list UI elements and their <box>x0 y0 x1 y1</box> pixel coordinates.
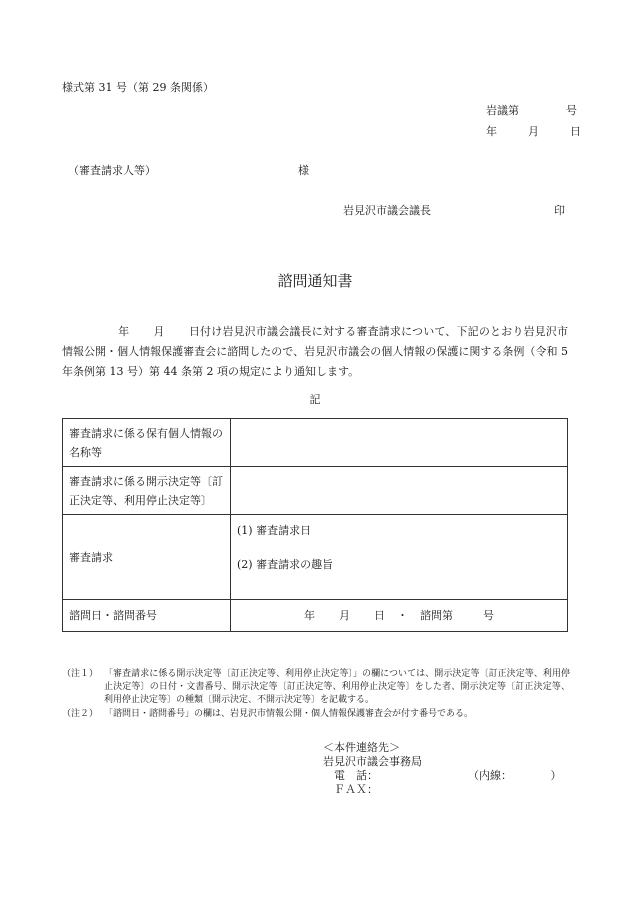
contact-block <box>323 741 562 797</box>
table-row <box>63 600 568 632</box>
ref-suffix: 号 <box>566 104 577 117</box>
decision-label: 審査請求に係る開示決定等〔訂正決定等、利用停止決定等〕 <box>63 467 231 515</box>
seal-mark: 印 <box>554 204 565 217</box>
date-year: 年 <box>486 125 497 138</box>
reference-number <box>486 103 577 118</box>
table-row <box>63 419 568 467</box>
details-table <box>62 418 568 632</box>
addressee-honorific: 様 <box>298 164 309 177</box>
inquiry-month: 月 <box>339 609 350 622</box>
tel-label: 電 話： <box>334 769 378 782</box>
inquiry-year: 年 <box>304 609 315 622</box>
inquiry-no-prefix: 諮問第 <box>420 609 453 622</box>
info-name-value <box>231 419 568 467</box>
note-2-tag: （注２） <box>62 709 99 719</box>
sender-name: 岩見沢市議会議長 <box>343 204 431 217</box>
table-row <box>63 515 568 600</box>
inquiry-date-label: 諮問日・諮問番号 <box>63 600 231 632</box>
note-2 <box>62 708 570 721</box>
ref-prefix: 岩議第 <box>486 104 519 117</box>
inquiry-day: 日 <box>374 609 385 622</box>
body-month: 月 <box>153 325 165 338</box>
contact-heading: ＜本件連絡先＞ <box>323 741 400 754</box>
inquiry-no-suffix: 号 <box>483 609 494 622</box>
inquiry-date-value <box>231 600 568 632</box>
date-day: 日 <box>570 125 581 138</box>
fax-label: ＦＡＸ： <box>334 783 378 796</box>
body-year: 年 <box>118 325 130 338</box>
contact-fax <box>323 783 562 797</box>
table-row <box>63 467 568 515</box>
request-date-item: (1) 審査請求日 <box>237 524 312 537</box>
addressee-label: （審査請求人等） <box>68 164 156 177</box>
issue-date <box>486 124 581 139</box>
note-1 <box>62 668 570 707</box>
form-number: 様式第 31 号（第 29 条関係） <box>62 81 214 94</box>
request-purpose-item: (2) 審査請求の趣旨 <box>237 558 334 571</box>
contact-tel <box>323 769 562 783</box>
request-value <box>231 515 568 600</box>
document-title: 諮問通知書 <box>277 272 353 290</box>
request-label: 審査請求 <box>63 515 231 600</box>
notes <box>62 668 570 722</box>
inquiry-separator: ・ <box>397 609 408 622</box>
decision-value <box>231 467 568 515</box>
contact-office: 岩見沢市議会事務局 <box>323 755 422 768</box>
body-paragraph <box>62 322 568 382</box>
note-1-tag: （注１） <box>62 669 99 679</box>
body-text: 日付け岩見沢市議会議長に対する審査請求について、下記のとおり岩見沢市情報公開・個人情報保護審査会に諮問したので、岩見沢市議会の個人情報の保護に関する条例（令和 5 年条例第 13 号）第 44 条第 2 項の規定により通知します。 <box>62 325 569 378</box>
tel-ext: （内線： ） <box>468 769 562 782</box>
note-1-text: 「審査請求に係る開示決定等〔訂正決定等、利用停止決定等〕」の欄については、開示決定等〔訂正決定等、利用停止決定等〕の日付・文書番号、開示決定等〔訂正決定等、利用停止決定等〕をした者、開示決定等〔訂正決定等、利用停止決定等〕の種類〔開示決定、不開示決定等〕を記載する。 <box>104 669 570 705</box>
note-2-text: 「諮問日・諮問番号」の欄は、岩見沢市情報公開・個人情報保護審査会が付す番号である。 <box>104 709 474 719</box>
date-month: 月 <box>528 125 539 138</box>
ki-marker: 記 <box>309 393 321 406</box>
info-name-label: 審査請求に係る保有個人情報の名称等 <box>63 419 231 467</box>
